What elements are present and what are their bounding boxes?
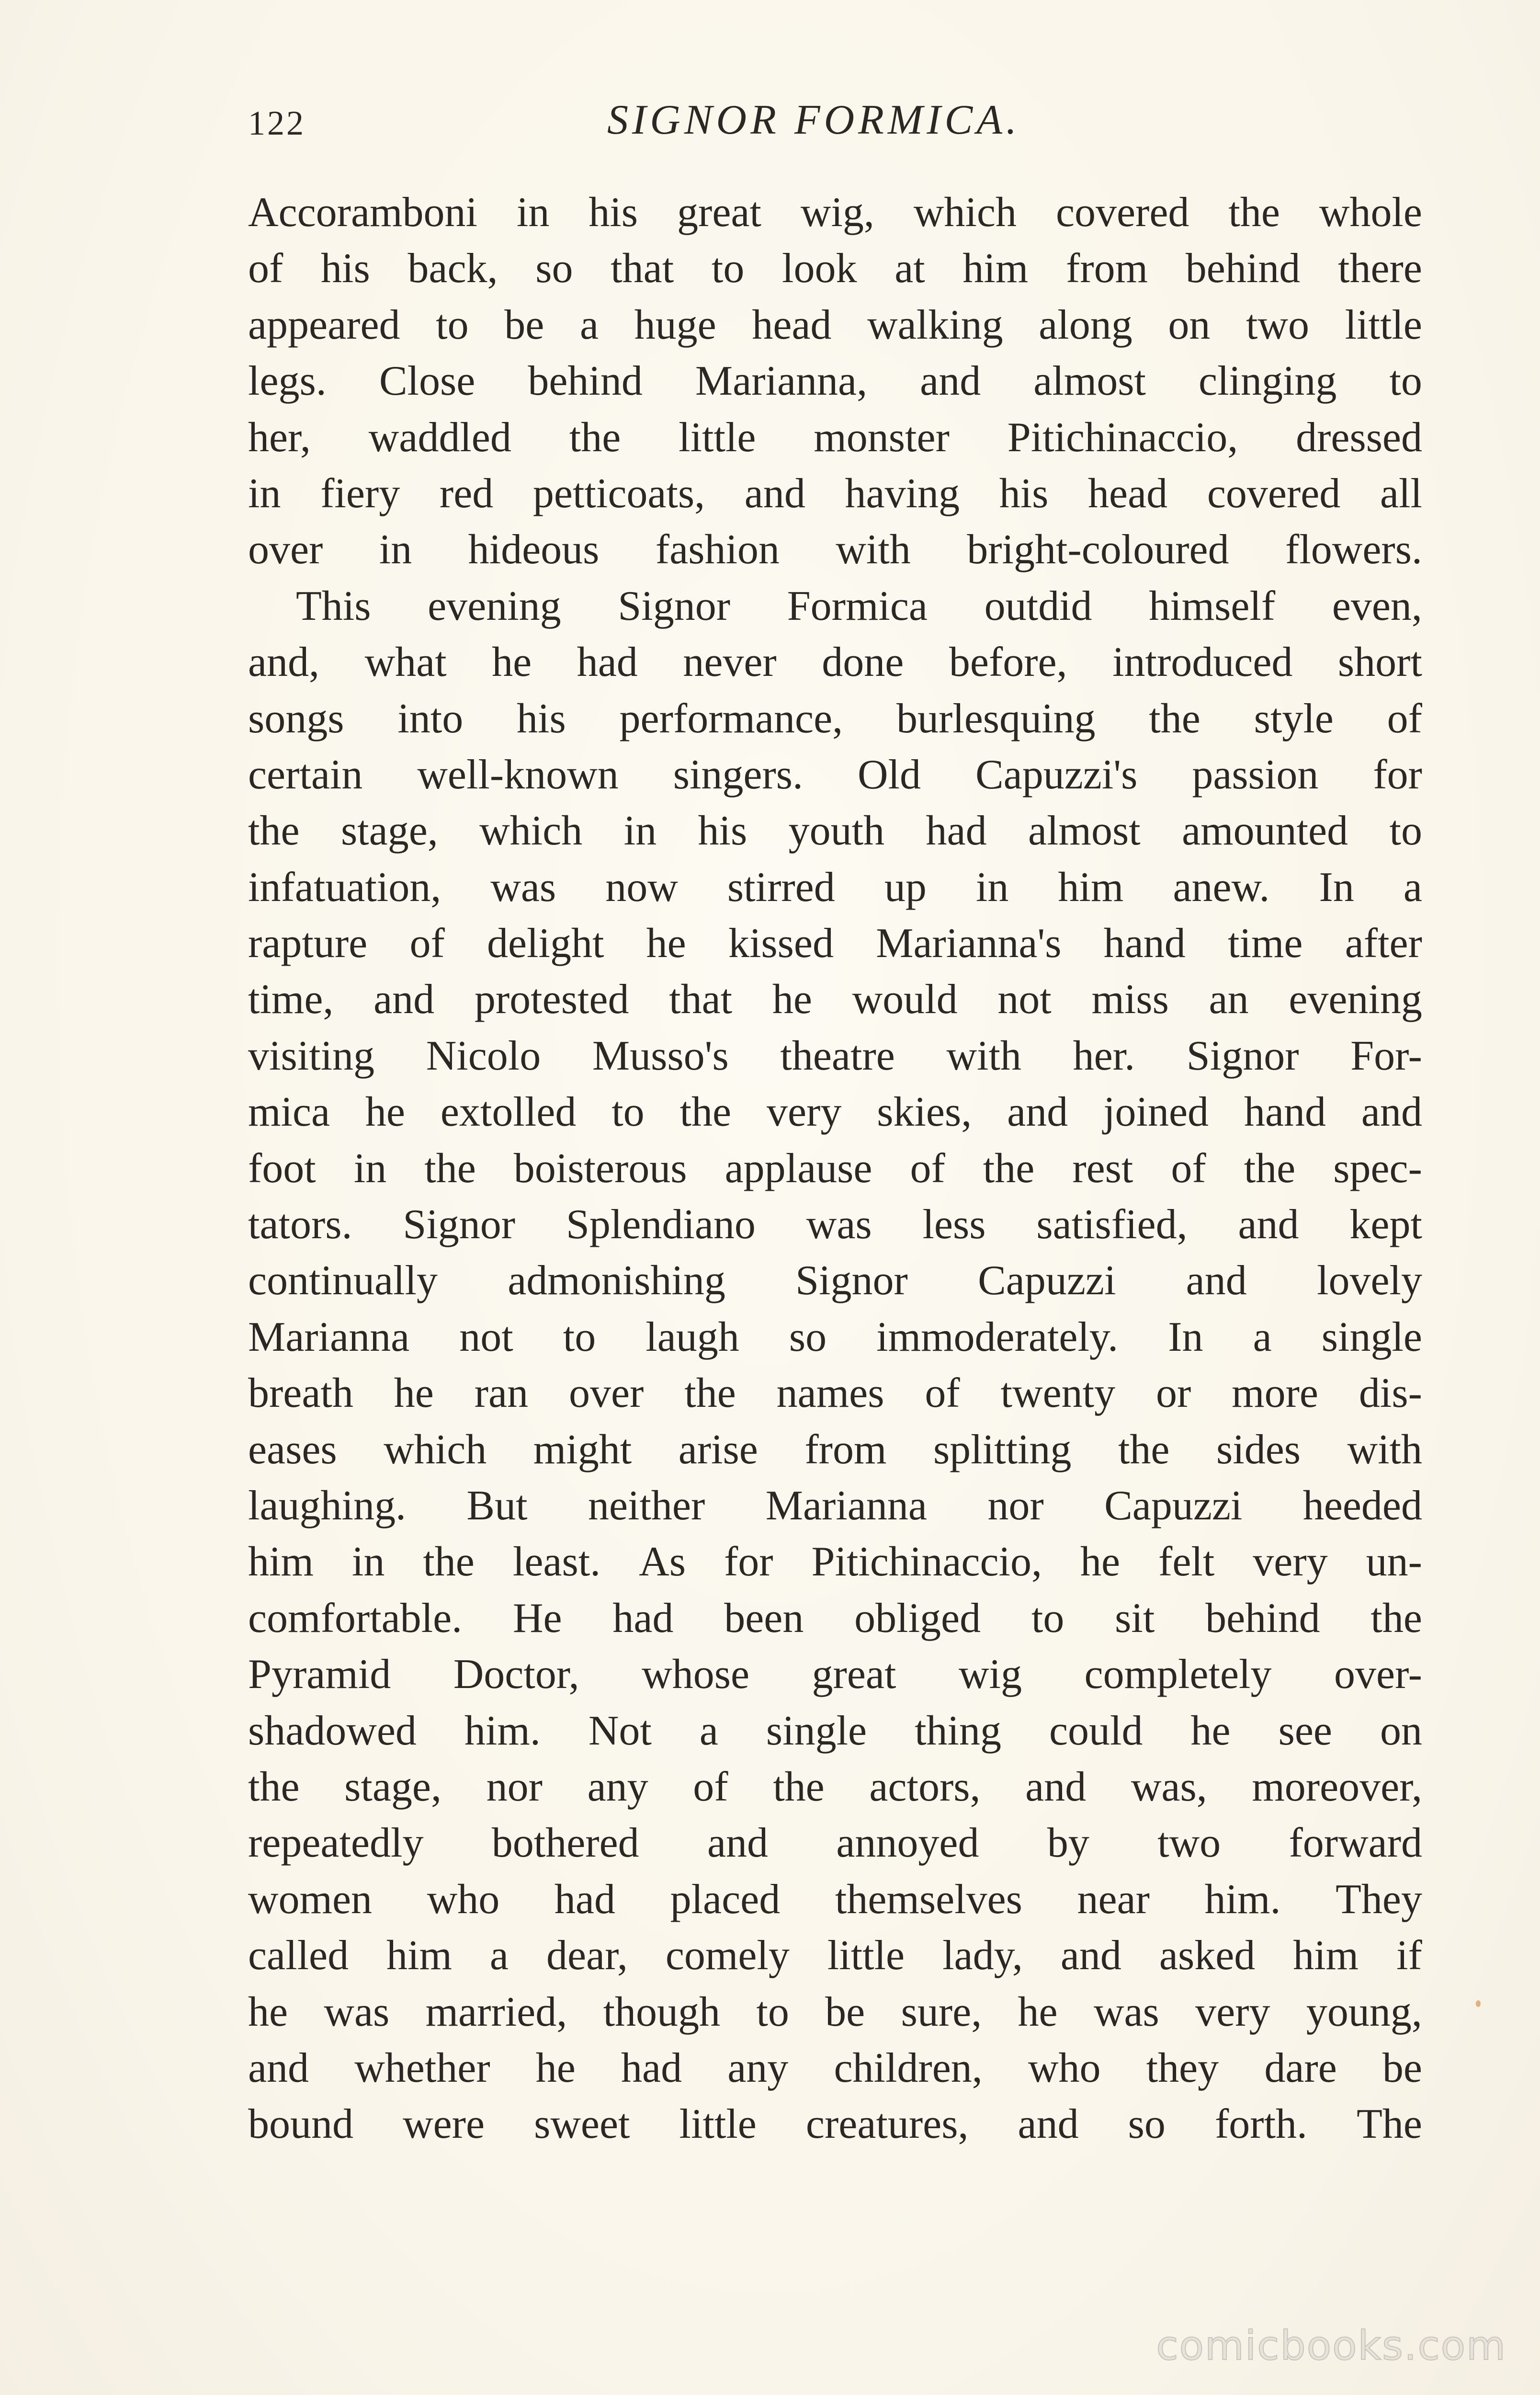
text-line: and whether he had any children, who they dare be [248, 2044, 1422, 2091]
text-line: foot in the boisterous applause of the rest of the spec- [248, 1145, 1422, 1192]
text-line: the stage, which in his youth had almost amounted to [248, 808, 1422, 855]
text-line: shadowed him. Not a single thing could he see on [248, 1707, 1422, 1754]
text-line: Pyramid Doctor, whose great wig completely over- [248, 1651, 1422, 1698]
text-line: bound were sweet little creatures, and so forth. The [248, 2101, 1422, 2148]
text-line: laughing. But neither Marianna nor Capuzzi heeded [248, 1482, 1422, 1529]
page-number: 122 [248, 104, 306, 142]
text-line: tators. Signor Splendiano was less satisfied, and kept [248, 1201, 1422, 1248]
text-line: infatuation, was now stirred up in him anew. In a [248, 864, 1422, 911]
text-line: comfortable. He had been obliged to sit behind the [248, 1595, 1422, 1642]
text-line: the stage, nor any of the actors, and was, moreover, [248, 1763, 1422, 1810]
text-line: of his back, so that to look at him from behind there [248, 245, 1422, 292]
text-line: rapture of delight he kissed Marianna's hand time after [248, 920, 1422, 967]
running-title: SIGNOR FORMICA. [607, 97, 1020, 143]
text-line: visiting Nicolo Musso's theatre with her. Signor For- [248, 1032, 1422, 1079]
text-line: Accoramboni in his great wig, which covered the whole [248, 189, 1422, 236]
text-line: certain well-known singers. Old Capuzzi's passion for [248, 751, 1422, 798]
text-line: him in the least. As for Pitichinaccio, he felt very un- [248, 1539, 1422, 1585]
text-line: women who had placed themselves near him. They [248, 1876, 1422, 1923]
text-line: legs. Close behind Marianna, and almost clinging to [248, 358, 1422, 405]
text-line: continually admonishing Signor Capuzzi and lovely [248, 1257, 1422, 1304]
text-line: and, what he had never done before, introduced short [248, 639, 1422, 686]
text-line: repeatedly bothered and annoyed by two forward [248, 1820, 1422, 1867]
watermark-logo: comicbooks.com [1156, 2322, 1506, 2369]
text-line: appeared to be a huge head walking along on two little [248, 301, 1422, 348]
text-line: called him a dear, comely little lady, and asked him if [248, 1932, 1422, 1979]
text-line: he was married, though to be sure, he was very young, [248, 1988, 1422, 2035]
page-header [248, 96, 1421, 153]
text-line: time, and protested that he would not miss an evening [248, 976, 1422, 1023]
text-line: This evening Signor Formica outdid himself even, [296, 582, 1422, 629]
text-line: Marianna not to laugh so immoderately. In a single [248, 1313, 1422, 1360]
text-line: her, waddled the little monster Pitichinaccio, dressed [248, 414, 1422, 461]
body-text [248, 184, 1422, 2153]
text-line: breath he ran over the names of twenty or more dis- [248, 1370, 1422, 1417]
text-line: over in hideous fashion with bright-coloured flowers. [248, 526, 1422, 573]
paper-speck [1476, 2000, 1481, 2007]
text-line: eases which might arise from splitting the sides with [248, 1426, 1422, 1473]
text-line: in fiery red petticoats, and having his head covered all [248, 470, 1422, 517]
text-line: songs into his performance, burlesquing the style of [248, 695, 1422, 742]
text-line: mica he extolled to the very skies, and joined hand and [248, 1089, 1422, 1136]
